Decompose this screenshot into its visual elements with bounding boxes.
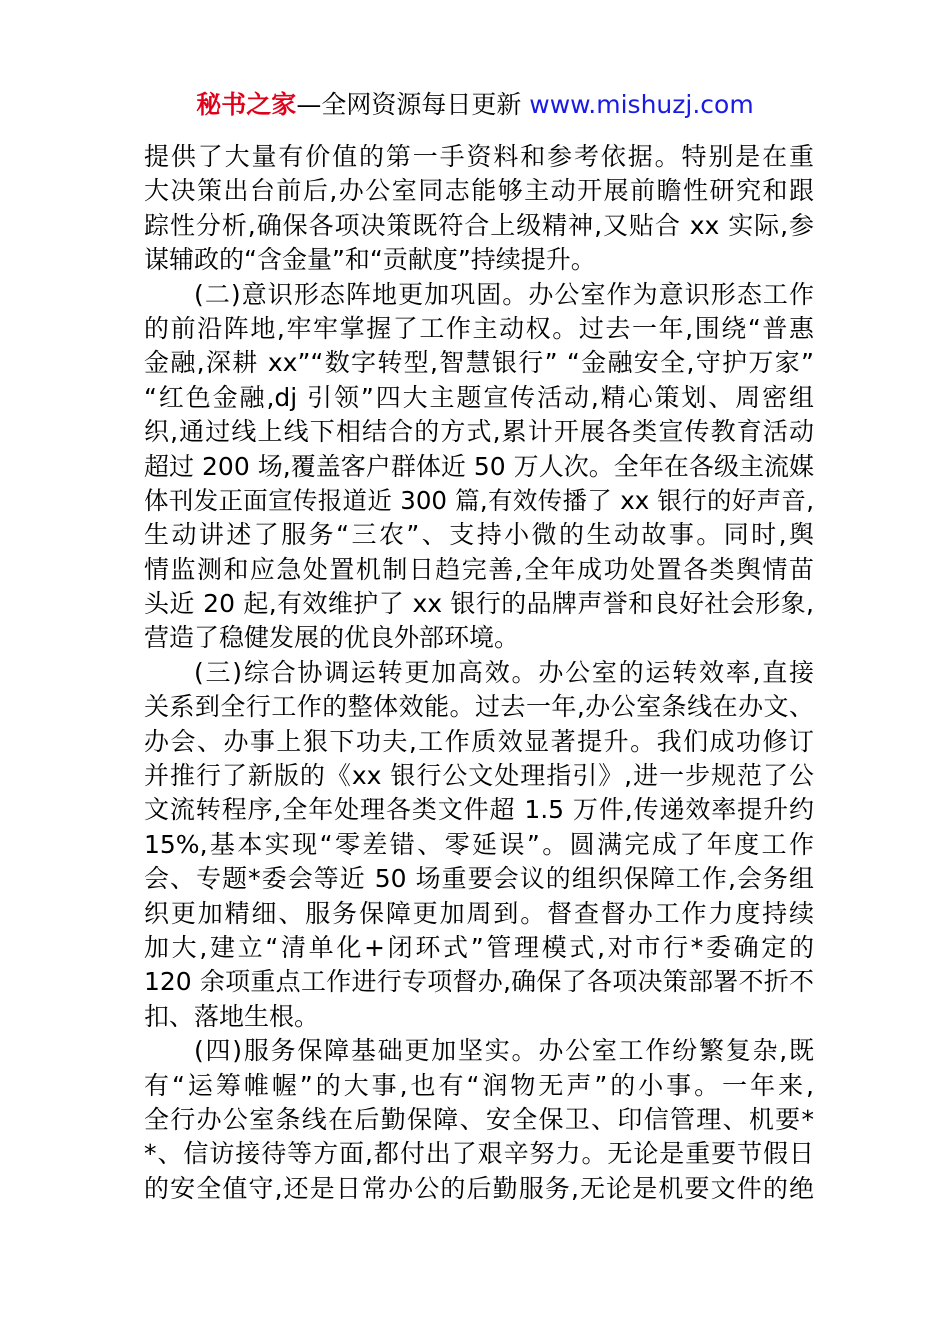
text-line: 营造了稳健发展的优良外部环境。 (144, 623, 520, 653)
page-header (0, 88, 950, 122)
text-line: 加大,建立“清单化+闭环式”管理模式,对市行*委确定的 (144, 932, 814, 962)
text-line: 情监测和应急处置机制日趋完善,全年成功处置各类舆情苗 (144, 554, 814, 584)
document-body (144, 140, 814, 1206)
text-line: 文流转程序,全年处理各类文件超 1.5 万件,传递效率提升约 (144, 795, 814, 825)
text-line: (四)服务保障基础更加坚实。办公室工作纷繁复杂,既 (194, 1036, 814, 1066)
text-line: 的安全值守,还是日常办公的后勤服务,无论是机要文件的绝 (144, 1173, 814, 1203)
text-line: 15%,基本实现“零差错、零延误”。圆满完成了年度工作 (144, 829, 814, 859)
text-line: 织,通过线上线下相结合的方式,累计开展各类宣传教育活动 (144, 417, 814, 447)
text-line: 超过 200 场,覆盖客户群体近 50 万人次。全年在各级主流媒 (144, 451, 814, 481)
text-line: 120 余项重点工作进行专项督办,确保了各项决策部署不折不 (144, 967, 814, 997)
text-line: 体刊发正面宣传报道近 300 篇,有效传播了 xx 银行的好声音, (144, 485, 814, 515)
text-line: (二)意识形态阵地更加巩固。办公室作为意识形态工作 (194, 279, 814, 309)
text-line: 有“运筹帷幄”的大事,也有“润物无声”的小事。一年来, (144, 1070, 814, 1100)
text-line: 提供了大量有价值的第一手资料和参考依据。特别是在重 (144, 142, 814, 171)
text-line: (三)综合协调运转更加高效。办公室的运转效率,直接 (194, 657, 814, 687)
text-line: 织更加精细、服务保障更加周到。督查督办工作力度持续 (144, 898, 814, 928)
text-line: *、信访接待等方面,都付出了艰辛努力。无论是重要节假日 (144, 1139, 814, 1169)
brand-name: 秘书之家 (196, 90, 297, 119)
website-link[interactable]: www.mishuzj.com (529, 90, 754, 119)
text-line: 的前沿阵地,牢牢掌握了工作主动权。过去一年,围绕“普惠 (144, 313, 814, 343)
text-line: 大决策出台前后,办公室同志能够主动开展前瞻性研究和跟 (144, 176, 814, 206)
text-line: 踪性分析,确保各项决策既符合上级精神,又贴合 xx 实际,参 (144, 210, 814, 240)
text-line: 谋辅政的“含金量”和“贡献度”持续提升。 (144, 245, 596, 275)
text-line: 全行办公室条线在后勤保障、安全保卫、印信管理、机要* (144, 1104, 814, 1134)
text-line: 关系到全行工作的整体效能。过去一年,办公室条线在办文、 (144, 692, 814, 722)
text-line: 生动讲述了服务“三农”、支持小微的生动故事。同时,舆 (144, 520, 814, 550)
text-line: 扣、落地生根。 (144, 1001, 320, 1031)
text-line: 会、专题*委会等近 50 场重要会议的组织保障工作,会务组 (144, 864, 814, 894)
text-line: 头近 20 起,有效维护了 xx 银行的品牌声誉和良好社会形象, (144, 589, 814, 619)
text-line: 办会、办事上狠下功夫,工作质效显著提升。我们成功修订 (144, 726, 814, 756)
header-tagline: —全网资源每日更新 (296, 90, 530, 119)
text-line: “红色金融,dj 引领”四大主题宣传活动,精心策划、周密组 (144, 382, 814, 412)
text-line: 并推行了新版的《xx 银行公文处理指引》,进一步规范了公 (144, 761, 814, 791)
text-line: 金融,深耕 xx”“数字转型,智慧银行” “金融安全,守护万家” (144, 348, 814, 378)
